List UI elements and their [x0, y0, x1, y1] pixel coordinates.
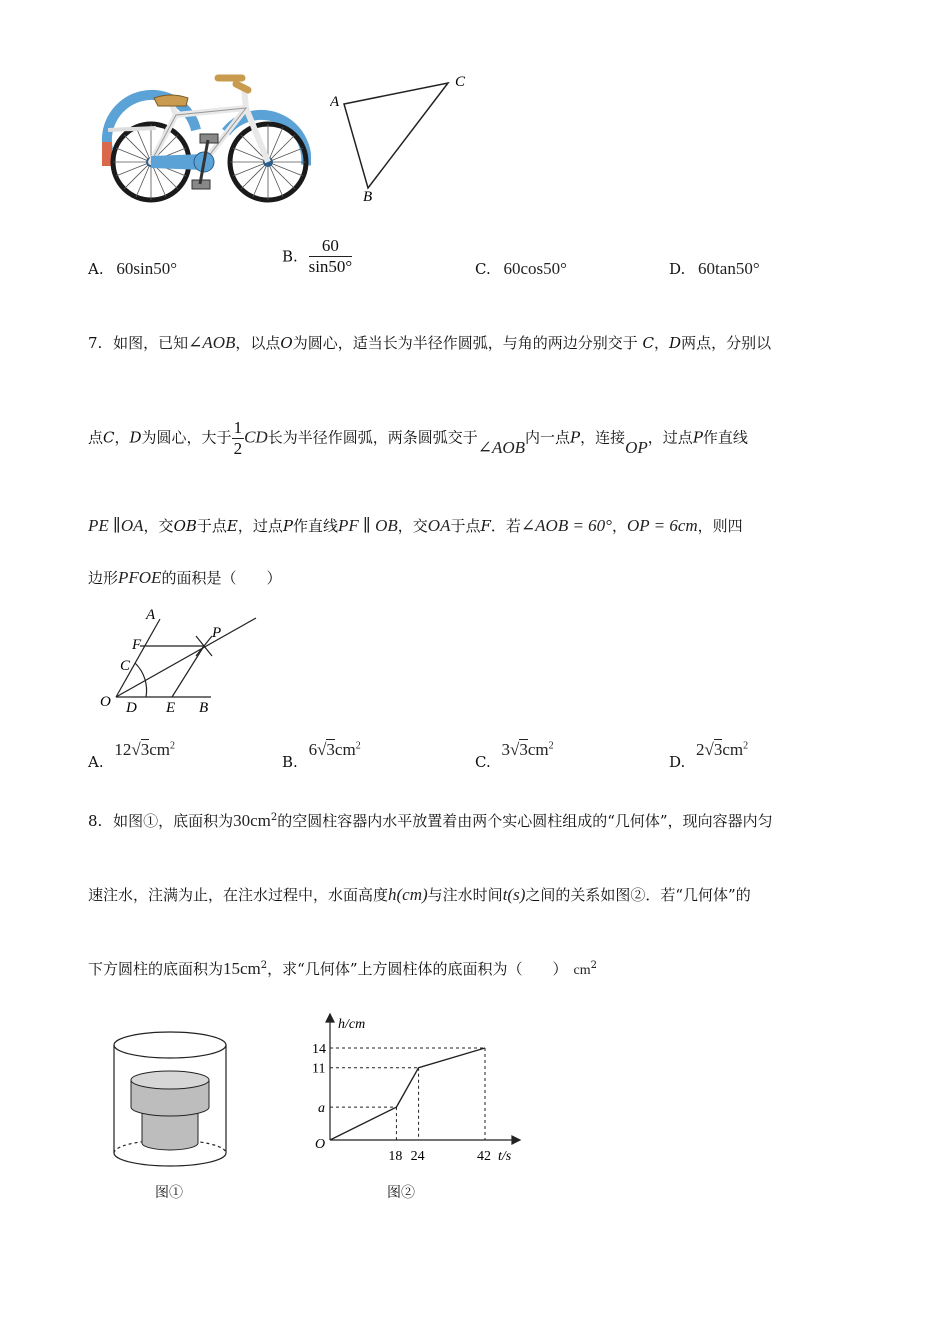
cylinder-container-figure [105, 1025, 235, 1170]
svg-text:P: P [212, 625, 222, 641]
origin-label: O [315, 1137, 326, 1152]
label-a: A [330, 94, 340, 110]
y-tick-label: a [318, 1101, 325, 1117]
fig1-caption: 图① [155, 1185, 183, 1201]
svg-text:B: B [199, 700, 209, 716]
svg-text:F: F [132, 637, 142, 653]
svg-text:D: D [126, 700, 137, 716]
q8-figure-2 [312, 1010, 527, 1201]
svg-text:A: A [146, 607, 156, 623]
q7-line-4: 边形PFOE的面积是（ ） [88, 568, 282, 587]
svg-text:C: C [120, 658, 131, 674]
triangle-abc [330, 70, 480, 210]
q6-option-b[interactable]: B. $\frac{60}{\sin 50^\circ}$ [282, 236, 353, 276]
x-axis-label: t/s [498, 1149, 512, 1164]
q7-figure [96, 600, 266, 724]
x-tick-label: 18 [388, 1149, 403, 1164]
label-b: B [363, 189, 373, 205]
half-fraction: $\frac{1}{2}$ [233, 418, 243, 458]
x-tick-label: 42 [477, 1149, 491, 1164]
fig2-caption: 图② [387, 1185, 415, 1201]
y-tick-label: 14 [312, 1042, 326, 1057]
q6-option-c[interactable]: C. 60cos50° [475, 259, 567, 278]
label-c: C [455, 74, 466, 90]
water-height-chart [312, 1010, 527, 1170]
svg-text:O: O [100, 694, 111, 710]
q7-option-d[interactable]: D. $2√3cm^2$ [669, 740, 749, 771]
bicycle-icon [96, 70, 311, 205]
x-tick-label: 24 [410, 1149, 425, 1164]
q6-option-b-fraction: $\frac{60}{\sin 50^\circ}$ [308, 236, 353, 276]
q7-option-b[interactable]: B. $6√3cm^2$ [282, 740, 361, 771]
q7-option-c[interactable]: C. $3√3cm^2$ [475, 740, 554, 771]
q6-option-d[interactable]: D. 60tan50° [669, 259, 760, 278]
y-axis-label: h/cm [338, 1017, 366, 1032]
angle-construction-figure [96, 600, 266, 720]
q8-line-2: 速注水，注满为止，在注水过程中，水面高度h(cm)与注水时间t(s)之间的关系如图②．若“几何体”的 [88, 885, 751, 904]
series-line-h [330, 1048, 485, 1140]
q8-line-1: 8. 如图①，底面积为$30cm^2$的空圆柱容器内水平放置着由两个实心圆柱组成的“几何体”，现向容器内匀 [88, 811, 773, 830]
bicycle-figure [96, 70, 311, 209]
q7-line-1: 7. 如图，已知∠AOB，以点O为圆心，适当长为半径作圆弧，与角的两边分别交于 C，D两点，分别以 [88, 333, 772, 352]
q7-line-3: PE ∥OA，交OB于点E，过点P作直线PF ∥ OB，交OA于点F．若∠AOB = 60°，OP = 6cm，则四 [88, 516, 743, 535]
q7-line-2: 点C，D为圆心，大于 $\frac{1}{2}$ CD长为半径作圆弧，两条圆弧交于∠AOB内一点P，连接OP，过点P作直线 [88, 418, 748, 458]
triangle-abc-figure [330, 70, 480, 214]
q8-line-3: 下方圆柱的底面积为$15cm^2$，求“几何体”上方圆柱体的底面积为（ ） $cm^2$ [88, 959, 597, 978]
q7-option-a[interactable]: A. $12√3cm^2$ [88, 740, 176, 771]
q6-option-a[interactable]: A. 60sin50° [88, 259, 178, 278]
y-tick-label: 11 [312, 1061, 326, 1077]
q8-figure-1 [105, 1025, 235, 1201]
svg-text:E: E [166, 700, 176, 716]
